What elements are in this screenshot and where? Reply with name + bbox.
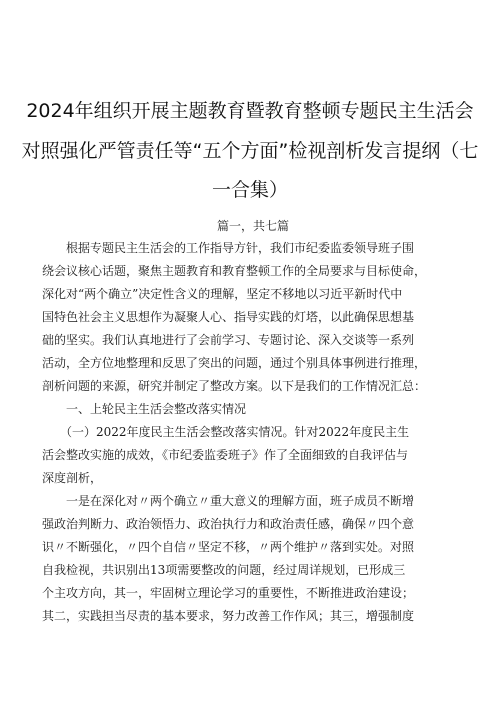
body-line: （一）2022年度民主生活会整改落实情况。针对2022年度民主生 <box>42 425 410 439</box>
section-heading: 一、上轮民主生活会整改落实情况 <box>42 402 247 416</box>
body-line: 剖析问题的来源，研究并制定了整改方案。以下是我们的工作情况汇总： <box>42 379 427 393</box>
body-line: 个主攻方向，其一，牢固树立理论学习的重要性，不断推进政治建设； <box>42 586 415 600</box>
body-line: 根据专题民主生活会的工作指导方针，我们市纪委监委领导班子围 <box>42 241 415 255</box>
body-line: 一是在深化对〃两个确立〃重大意义的理解方面，班子成员不断增 <box>42 494 415 508</box>
body-line: 深度剖析， <box>42 471 103 485</box>
body-line: 其二，实践担当尽责的基本要求，努力改善工作作风；其三，增强制度 <box>42 609 415 623</box>
body-line: 国特色社会主义思想作为凝聚人心、指导实践的灯塔，以此确保思想基 <box>42 310 415 324</box>
title-line-1: 2024年组织开展主题教育暨教育整顿专题民主生活会 <box>26 100 474 122</box>
title-line-2: 对照强化严管责任等“五个方面”检视剖析发言提纲（七 <box>21 140 479 162</box>
body-line: 活动，全方位地整理和反思了突出的问题，通过个别具体事例进行推理， <box>42 356 427 370</box>
title-line-3: 一合集） <box>211 179 288 201</box>
body-line: 活会整改实施的成效，《市纪委监委班子》作了全面细致的自我评估与 <box>42 448 409 462</box>
body-line: 自我检视，共识别出13项需要整改的问题，经过周详规划，已形成三 <box>42 563 406 577</box>
body-line: 强政治判断力、政治领悟力、政治执行力和政治责任感，确保〃四个意 <box>42 517 415 531</box>
section-subtitle: 篇一，共七篇 <box>216 219 289 233</box>
body-line: 绕会议核心话题，聚焦主题教育和教育整顿工作的全局要求与目标使命， <box>42 264 427 278</box>
body-line: 深化对“两个确立”决定性含义的理解，坚定不移地以习近平新时代中 <box>42 287 403 301</box>
body-line: 础的坚实。我们认真地进行了会前学习、专题讨论、深入交谈等一系列 <box>42 333 415 347</box>
body-line: 识〃不断强化，〃四个自信〃坚定不移，〃两个维护〃落到实处。对照 <box>42 540 415 554</box>
